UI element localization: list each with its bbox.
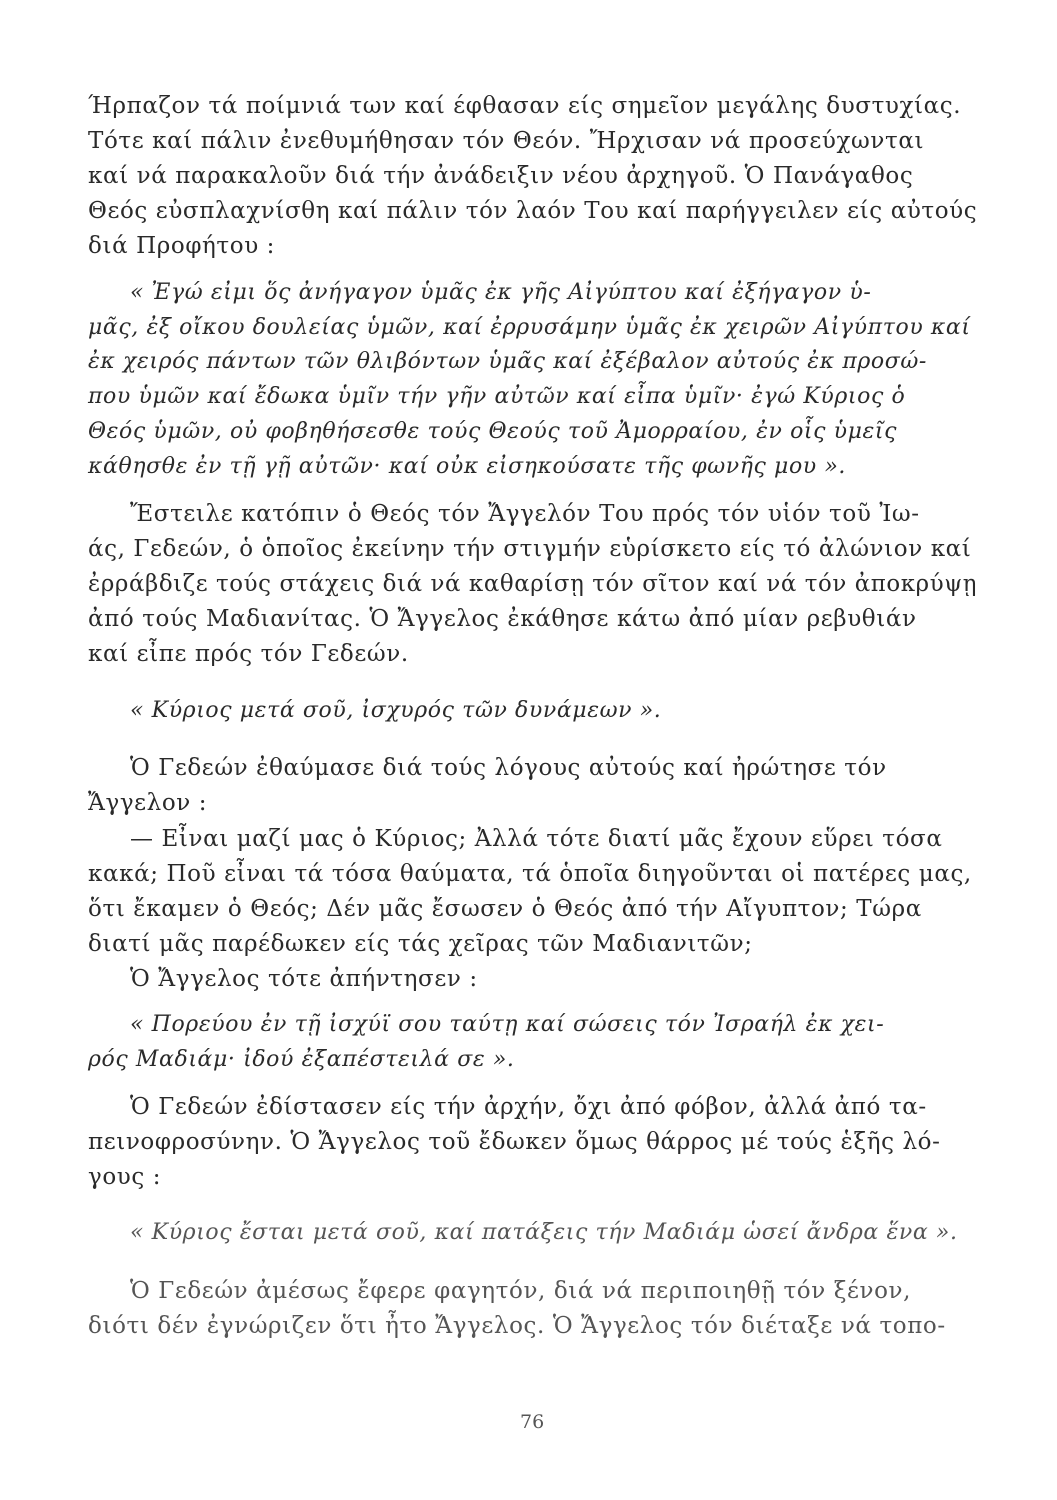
text-line: καί νά παρακαλοῦν διά τήν ἀνάδειξιν νέου ἀρχηγοῦ. Ὁ Πανάγαθος	[88, 163, 914, 189]
text-line: Ὁ Γεδεών ἐδίστασεν είς τήν ἀρχήν, ὄχι ἀπό φόβον, ἀλλά ἀπό τα-	[130, 1094, 927, 1120]
quote-line: « Κύριος μετά σοῦ, ἰσχυρός τῶν δυνάμεων ».	[130, 698, 662, 723]
text-line: ὅτι ἔκαμεν ὁ Θεός; Δέν μᾶς ἔσωσεν ὁ Θεός ἀπό τήν Αἴγυπτον; Τώρα	[88, 896, 922, 922]
text-line: Ἔστειλε κατόπιν ὁ Θεός τόν Ἄγγελόν Του πρός τόν υἱόν τοῦ Ἰω-	[130, 501, 920, 527]
quote-line: « Ἐγώ εἰμι ὅς ἀνήγαγον ὑμᾶς ἐκ γῆς Αἰγύπτου καί ἐξήγαγον ὑ-	[130, 280, 872, 305]
text-line: Ὁ Γεδεών ἀμέσως ἔφερε φαγητόν, διά νά περιποιηθῇ τόν ξένον,	[130, 1278, 912, 1304]
text-line: διά Προφήτου :	[88, 233, 276, 259]
text-line: ἐρράβδιζε τούς στάχεις διά νά καθαρίσῃ τόν σῖτον καί νά τόν ἀποκρύψῃ	[88, 571, 978, 597]
text-line: καί εἶπε πρός τόν Γεδεών.	[88, 641, 409, 667]
text-line: Τότε καί πάλιν ἐνεθυμήθησαν τόν Θεόν. Ἤρχισαν νά προσεύχωνται	[88, 128, 925, 154]
text-line: άς, Γεδεών, ὁ ὁποῖος ἐκείνην τήν στιγμήν εὑρίσκετο είς τό ἀλώνιον καί	[88, 536, 972, 562]
text-line: Θεός εὐσπλαχνίσθη καί πάλιν τόν λαόν Του καί παρήγγειλεν είς αὐτούς	[88, 198, 978, 224]
text-line: γους :	[88, 1164, 162, 1190]
text-line: πεινοφροσύνην. Ὁ Ἄγγελος τοῦ ἔδωκεν ὅμως θάρρος μέ τούς ἑξῆς λό-	[88, 1129, 941, 1155]
quote-line: ἐκ χειρός πάντων τῶν θλιβόντων ὑμᾶς καί ἐξέβαλον αὐτούς ἐκ προσώ-	[88, 349, 927, 374]
quote-line: κάθησθε ἐν τῇ γῇ αὐτῶν· καί οὐκ εἰσηκούσατε τῆς φωνῆς μου ».	[88, 454, 847, 479]
quote-line: Θεός ὑμῶν, οὐ φοβηθήσεσθε τούς Θεούς τοῦ Ἀμορραίου, ἐν οἷς ὑμεῖς	[88, 419, 898, 444]
quote-line: « Πορεύου ἐν τῇ ἰσχύϊ σου ταύτῃ καί σώσεις τόν Ἰσραήλ ἐκ χει-	[130, 1012, 885, 1037]
text-line: Ήρπαζον τά ποίμνιά των καί έφθασαν είς σημεῖον μεγάλης δυστυχίας.	[88, 93, 962, 119]
quote-line: μᾶς, ἐξ οἴκου δουλείας ὑμῶν, καί ἐρρυσάμην ὑμᾶς ἐκ χειρῶν Αἰγύπτου καί	[88, 315, 971, 340]
text-line: — Εἶναι μαζί μας ὁ Κύριος; Ἀλλά τότε διατί μᾶς ἔχουν εὕρει τόσα	[130, 826, 943, 852]
text-line: Ὁ Γεδεών ἐθαύμασε διά τούς λόγους αὐτούς καί ἠρώτησε τόν	[130, 755, 887, 781]
text-line: Ὁ Ἄγγελος τότε ἀπήντησεν :	[130, 966, 478, 992]
quote-line: ρός Μαδιάμ· ἰδού ἐξαπέστειλά σε ».	[88, 1047, 515, 1072]
text-line: Ἄγγελον :	[88, 790, 208, 816]
text-line: διότι δέν ἐγνώριζεν ὅτι ἦτο Ἄγγελος. Ὁ Ἄγγελος τόν διέταξε νά τοπο-	[88, 1313, 946, 1339]
quote-line: που ὑμῶν καί ἔδωκα ὑμῖν τήν γῆν αὐτῶν καί εἶπα ὑμῖν· ἐγώ Κύριος ὁ	[88, 384, 906, 409]
page-number: 76	[520, 1411, 545, 1433]
quote-line: « Κύριος ἔσται μετά σοῦ, καί πατάξεις τήν Μαδιάμ ὡσεί ἄνδρα ἕνα ».	[130, 1220, 958, 1245]
text-line: ἀπό τούς Μαδιανίτας. Ὁ Ἄγγελος ἐκάθησε κάτω ἀπό μίαν ρεβυθιάν	[88, 606, 917, 632]
text-line: διατί μᾶς παρέδωκεν είς τάς χεῖρας τῶν Μαδιανιτῶν;	[88, 931, 753, 957]
text-line: κακά; Ποῦ εἶναι τά τόσα θαύματα, τά ὁποῖα διηγοῦνται οἱ πατέρες μας,	[88, 861, 972, 887]
